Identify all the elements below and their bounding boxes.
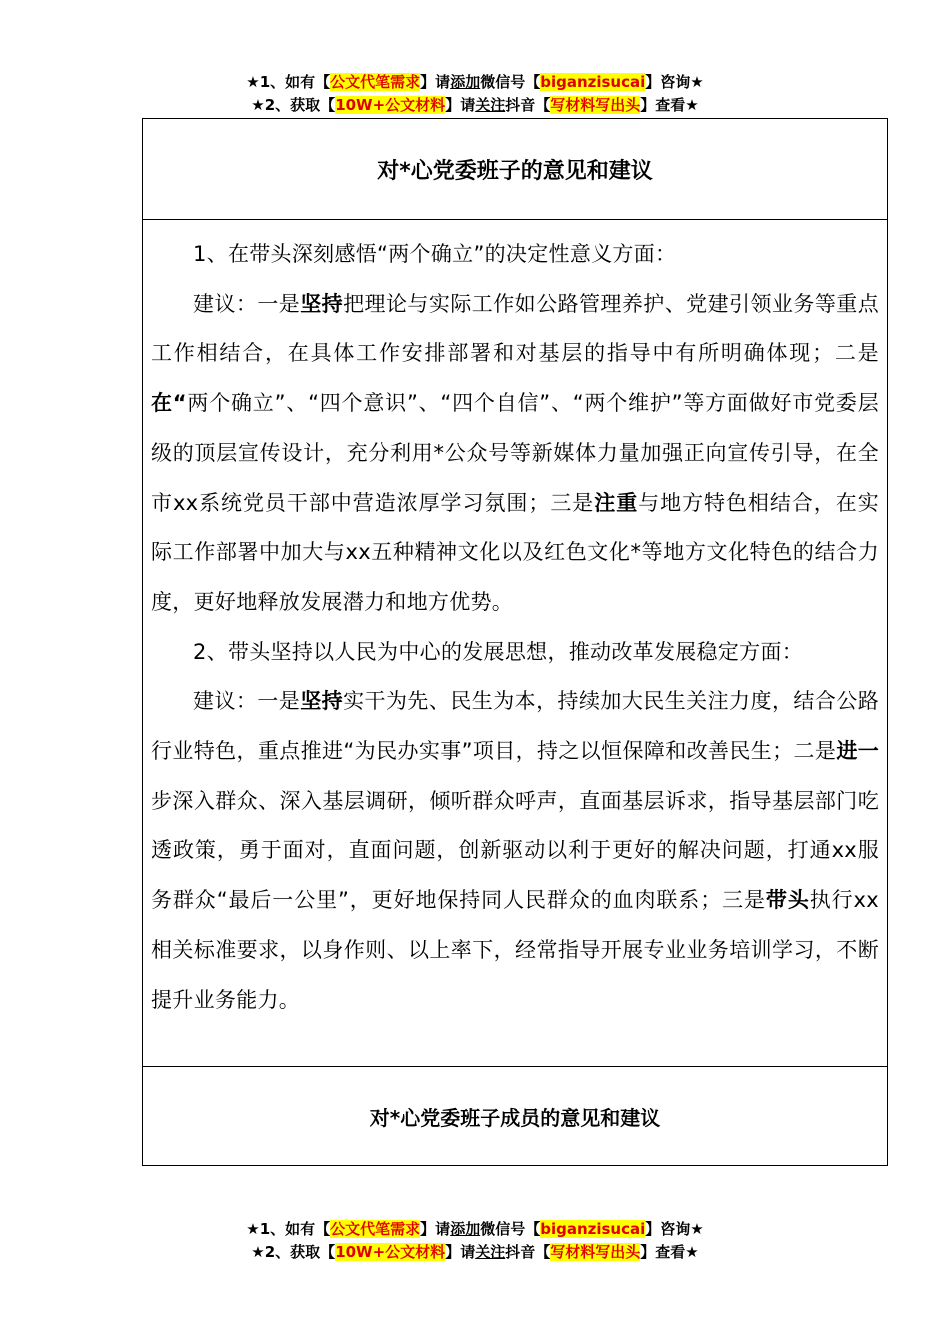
document-title: 对*心党委班子的意见和建议 [377, 158, 653, 184]
wechat-id-highlight: biganzisucai [540, 73, 646, 91]
promo-line-2 [0, 94, 950, 117]
suggestion-paragraph-1 [151, 280, 879, 628]
promo-line-2 [0, 1241, 950, 1264]
promo-text: 】咨询★ [645, 1220, 704, 1238]
promo-text: ★2、获取【 [251, 96, 336, 114]
para-text: 建议：一是 [193, 291, 301, 316]
promo-text: 】请 [420, 1220, 451, 1238]
bold-keyword: 坚持 [300, 689, 344, 714]
para-text: 建议：一是 [193, 689, 301, 714]
suggestion-paragraph-2 [151, 677, 879, 1025]
table-subtitle-row [143, 1067, 887, 1165]
promo-underlined: 关注 [475, 1243, 506, 1261]
bold-keyword: 在“ [151, 391, 187, 416]
promo-text: 】查看★ [640, 96, 699, 114]
promo-highlight: 公文代笔需求 [330, 73, 421, 91]
promo-text: 微信号【 [480, 1220, 541, 1238]
section-heading-2: 2、带头坚持以人民为中心的发展思想，推动改革发展稳定方面： [193, 639, 804, 664]
douyin-id-highlight: 写材料写出头 [550, 96, 641, 114]
promo-text: ★2、获取【 [251, 1243, 336, 1261]
para-text: 两个确立”、“四个意识”、“四个自信”、“两个维护”等方面做好市党委层级的顶层宣传设计，充分利用*公众号等新媒体力量加强正向宣传引导，在全市xx系统党员干部中营造浓厚学习氛围；三是 [151, 391, 879, 515]
promo-text: ★1、如有【 [246, 73, 331, 91]
promo-highlight: 10W+公文材料 [335, 96, 446, 114]
wechat-id-highlight: biganzisucai [540, 1220, 646, 1238]
promo-text: 】请 [445, 1243, 476, 1261]
promo-underlined: 关注 [475, 96, 506, 114]
douyin-id-highlight: 写材料写出头 [550, 1243, 641, 1261]
promo-text: 抖音【 [505, 1243, 551, 1261]
para-text: 与地方特色相结合，在实际工作部署中加大与xx五种精神文化以及红色文化*等地方文化特色的结合力度，更好地释放发展潜力和地方优势。 [151, 490, 879, 614]
promo-text: 】咨询★ [645, 73, 704, 91]
bold-keyword: 坚持 [300, 291, 344, 316]
bold-keyword: 进一 [836, 739, 879, 764]
promo-banner-top [0, 71, 950, 117]
promo-underlined: 添加 [450, 73, 481, 91]
para-text: 把理论与实际工作如公路管理养护、党建引领业务等重点工作相结合，在具体工作安排部署和对基层的指导中有所明确体现；二是 [151, 291, 880, 366]
promo-banner-bottom [0, 1218, 950, 1264]
section-heading-1: 1、在带头深刻感悟“两个确立”的决定性意义方面： [193, 242, 677, 266]
para-text: 实干为先、民生为本，持续加大民生关注力度，结合公路行业特色，重点推进“为民办实事”项目，持之以恒保障和改善民生；二是 [151, 689, 880, 764]
section-subtitle: 对*心党委班子成员的意见和建议 [369, 1105, 661, 1130]
promo-text: 微信号【 [480, 73, 541, 91]
para-text: 步深入群众、深入基层调研，倾听群众呼声，直面基层诉求，指导基层部门吃透政策，勇于面对，直面问题，创新驱动以利于更好的解决问题，打通xx服务群众“最后一公里”，更好地保持同人民群众的血肉联系；三是 [151, 788, 879, 913]
opinion-table [142, 118, 888, 1166]
bold-keyword: 带头 [765, 888, 810, 913]
bold-keyword: 注重 [594, 490, 639, 515]
promo-text: 】查看★ [640, 1243, 699, 1261]
para-text: 执行xx相关标准要求，以身作则、以上率下，经常指导开展专业业务培训学习，不断提升业务能力。 [151, 888, 879, 1012]
table-body-row [143, 220, 887, 1067]
promo-text: 】请 [445, 96, 476, 114]
promo-line-1 [0, 71, 950, 94]
promo-text: ★1、如有【 [246, 1220, 331, 1238]
promo-highlight: 10W+公文材料 [335, 1243, 446, 1261]
promo-underlined: 添加 [450, 1220, 481, 1238]
promo-highlight: 公文代笔需求 [330, 1220, 421, 1238]
promo-text: 】请 [420, 73, 451, 91]
promo-text: 抖音【 [505, 96, 551, 114]
table-title-row [143, 119, 887, 220]
promo-line-1 [0, 1218, 950, 1241]
